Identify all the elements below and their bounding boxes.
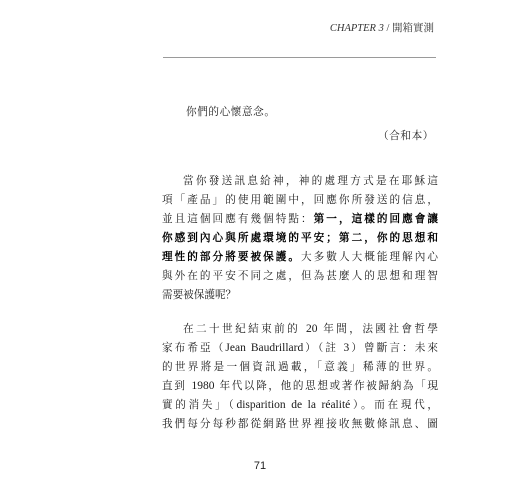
paragraph-1: [162, 172, 438, 305]
paragraph-line: 在二十世紀結束前的 20 年間，法國社會哲學: [183, 323, 438, 335]
paragraph-line: 項「產品」的使用範圍中，回應你所發送的信息，: [162, 194, 438, 206]
paragraph-line: 我們每分每秒都從網路世界裡接收無數條訊息、圖: [162, 418, 438, 430]
emphasis-text: 理性的部分將要被保護。: [162, 251, 302, 263]
paragraph-line: 與外在的平安不同之處，但為甚麼人的思想和理智: [162, 270, 438, 282]
header-separator: /: [383, 23, 392, 34]
paragraph-line: 理性的部分將要被保護。大多數人大概能理解內心: [162, 251, 439, 263]
emphasis-text: 第一，這樣的回應會讓: [313, 213, 439, 225]
paragraph-line: 當你發送訊息給神，神的處理方式是在耶穌這: [183, 175, 438, 187]
header-rule: [163, 57, 436, 58]
page-number: 71: [253, 460, 267, 472]
scripture-attribution: （合和本）: [378, 130, 434, 142]
paragraph-line: 並且這個回應有幾個特點：第一，這樣的回應會讓: [162, 213, 439, 225]
paragraph-line: [162, 229, 438, 248]
paragraph-line: 家布希亞（Jean Baudrillard）（註 3）曾斷言：未來: [162, 342, 439, 354]
paragraph-line: 的世界將是一個資訊過載，「意義」稀薄的世界。: [162, 361, 438, 373]
running-head: [330, 20, 434, 35]
paragraph-line: 實的消失」（disparition de la réalité）。而在現代，: [162, 399, 438, 411]
paragraph-line: 直到 1980 年代以降，他的思想或著作被歸納為「現: [162, 380, 438, 392]
paragraph-line: 需要被保護呢？: [162, 289, 237, 301]
paragraph-2: [162, 320, 438, 434]
emphasis-text: 你感到內心與所處環境的平安；第二，你的思想和: [162, 232, 438, 244]
section-title: 開箱實測: [392, 23, 434, 34]
chapter-label: CHAPTER 3: [329, 23, 384, 34]
scripture-quote-line: 你們的心懷意念。: [186, 106, 276, 118]
